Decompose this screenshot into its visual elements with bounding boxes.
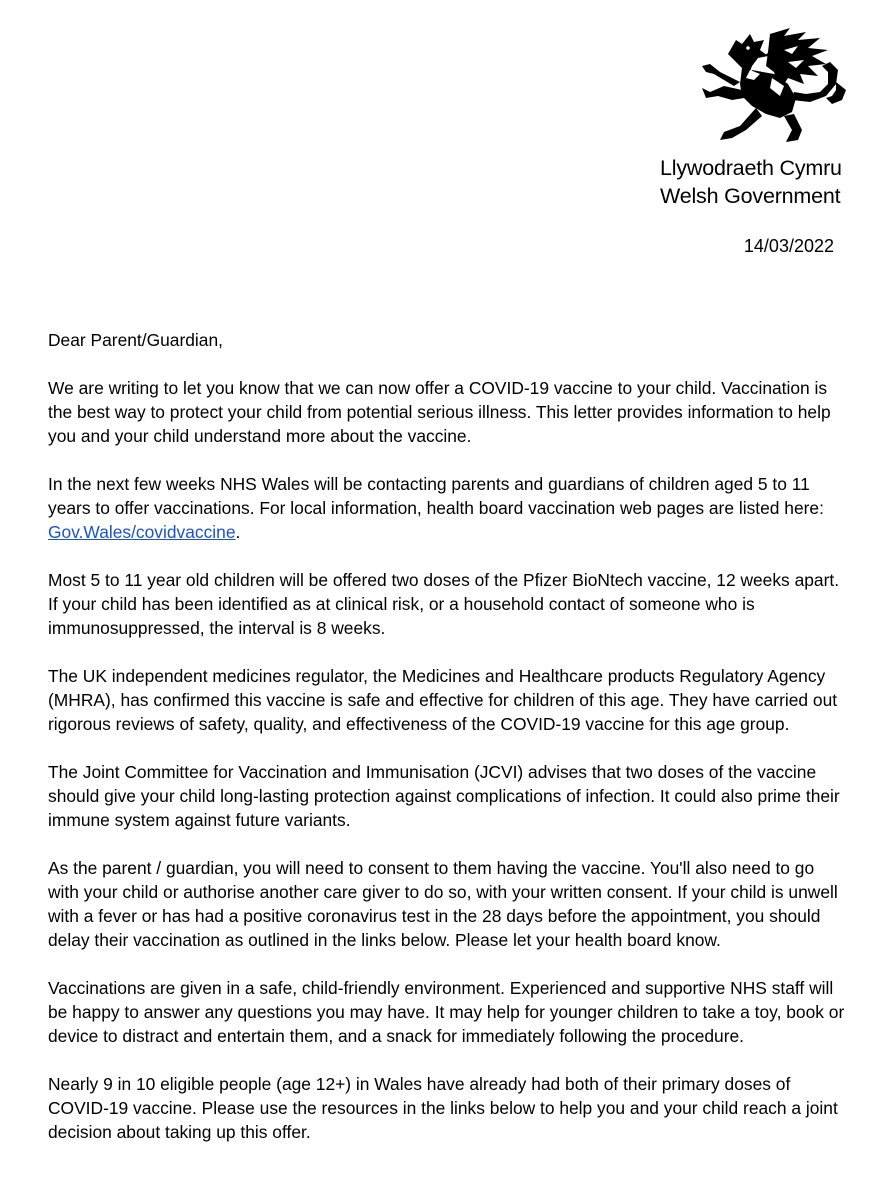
- paragraph-doses: Most 5 to 11 year old children will be offered two doses of the Pfizer BioNtech vaccine, 12 weeks apart. If your child has been identified as at clinical risk, or a household contact of someone who is immunosuppressed, the interval is 8 weeks.: [48, 570, 840, 638]
- welsh-government-logo: [660, 26, 860, 216]
- covid-vaccine-link[interactable]: Gov.Wales/covidvaccine: [48, 522, 236, 542]
- organisation-name: [660, 154, 860, 210]
- paragraph-introduction: We are writing to let you know that we can now offer a COVID-19 vaccine to your child. Vaccination is the best way to protect your child from potential serious illness. This letter provides information to help you and your child understand more about the vaccine.: [48, 378, 831, 446]
- paragraph-consent: As the parent / guardian, you will need to consent to them having the vaccine. You'll also need to go with your child or authorise another care giver to do so, with your written consent. If your child is unwell with a fever or has had a positive coronavirus test in the 28 days before the appointment, you should delay their vaccination as outlined in the links below. Please let your health board know.: [48, 858, 838, 950]
- welsh-dragon-icon: [680, 26, 850, 148]
- paragraph-local-information-end: .: [235, 522, 241, 542]
- letter-date: 14/03/2022: [743, 236, 834, 256]
- letter-body: [48, 328, 848, 1168]
- org-name-welsh: Llywodraeth Cymru: [660, 156, 842, 180]
- paragraph-uptake: Nearly 9 in 10 eligible people (age 12+) in Wales have already had both of their primary doses of COVID-19 vaccine. Please use the resources in the links below to help you and your child reach a joint decision about taking up this offer.: [48, 1074, 838, 1142]
- paragraph-local-information: [48, 472, 848, 544]
- paragraph-environment: Vaccinations are given in a safe, child-friendly environment. Experienced and supportive NHS staff will be happy to answer any questions you may have. It may help for younger children to take a toy, book or device to distract and entertain them, and a snack for immediately following the procedure.: [48, 978, 845, 1046]
- paragraph-local-information-text: In the next few weeks NHS Wales will be contacting parents and guardians of children aged 5 to 11 years to offer vaccinations. For local information, health board vaccination web pages are listed here:: [48, 474, 824, 518]
- paragraph-jcvi: The Joint Committee for Vaccination and Immunisation (JCVI) advises that two doses of the vaccine should give your child long-lasting protection against complications of infection. It could also prime their immune system against future variants.: [48, 762, 840, 830]
- org-name-english: Welsh Government: [660, 184, 841, 208]
- salutation: Dear Parent/Guardian,: [48, 330, 223, 350]
- paragraph-mhra: The UK independent medicines regulator, the Medicines and Healthcare products Regulatory Agency (MHRA), has confirmed this vaccine is safe and effective for children of this age. They have carried out rigorous reviews of safety, quality, and effectiveness of the COVID-19 vaccine for this age group.: [48, 666, 838, 734]
